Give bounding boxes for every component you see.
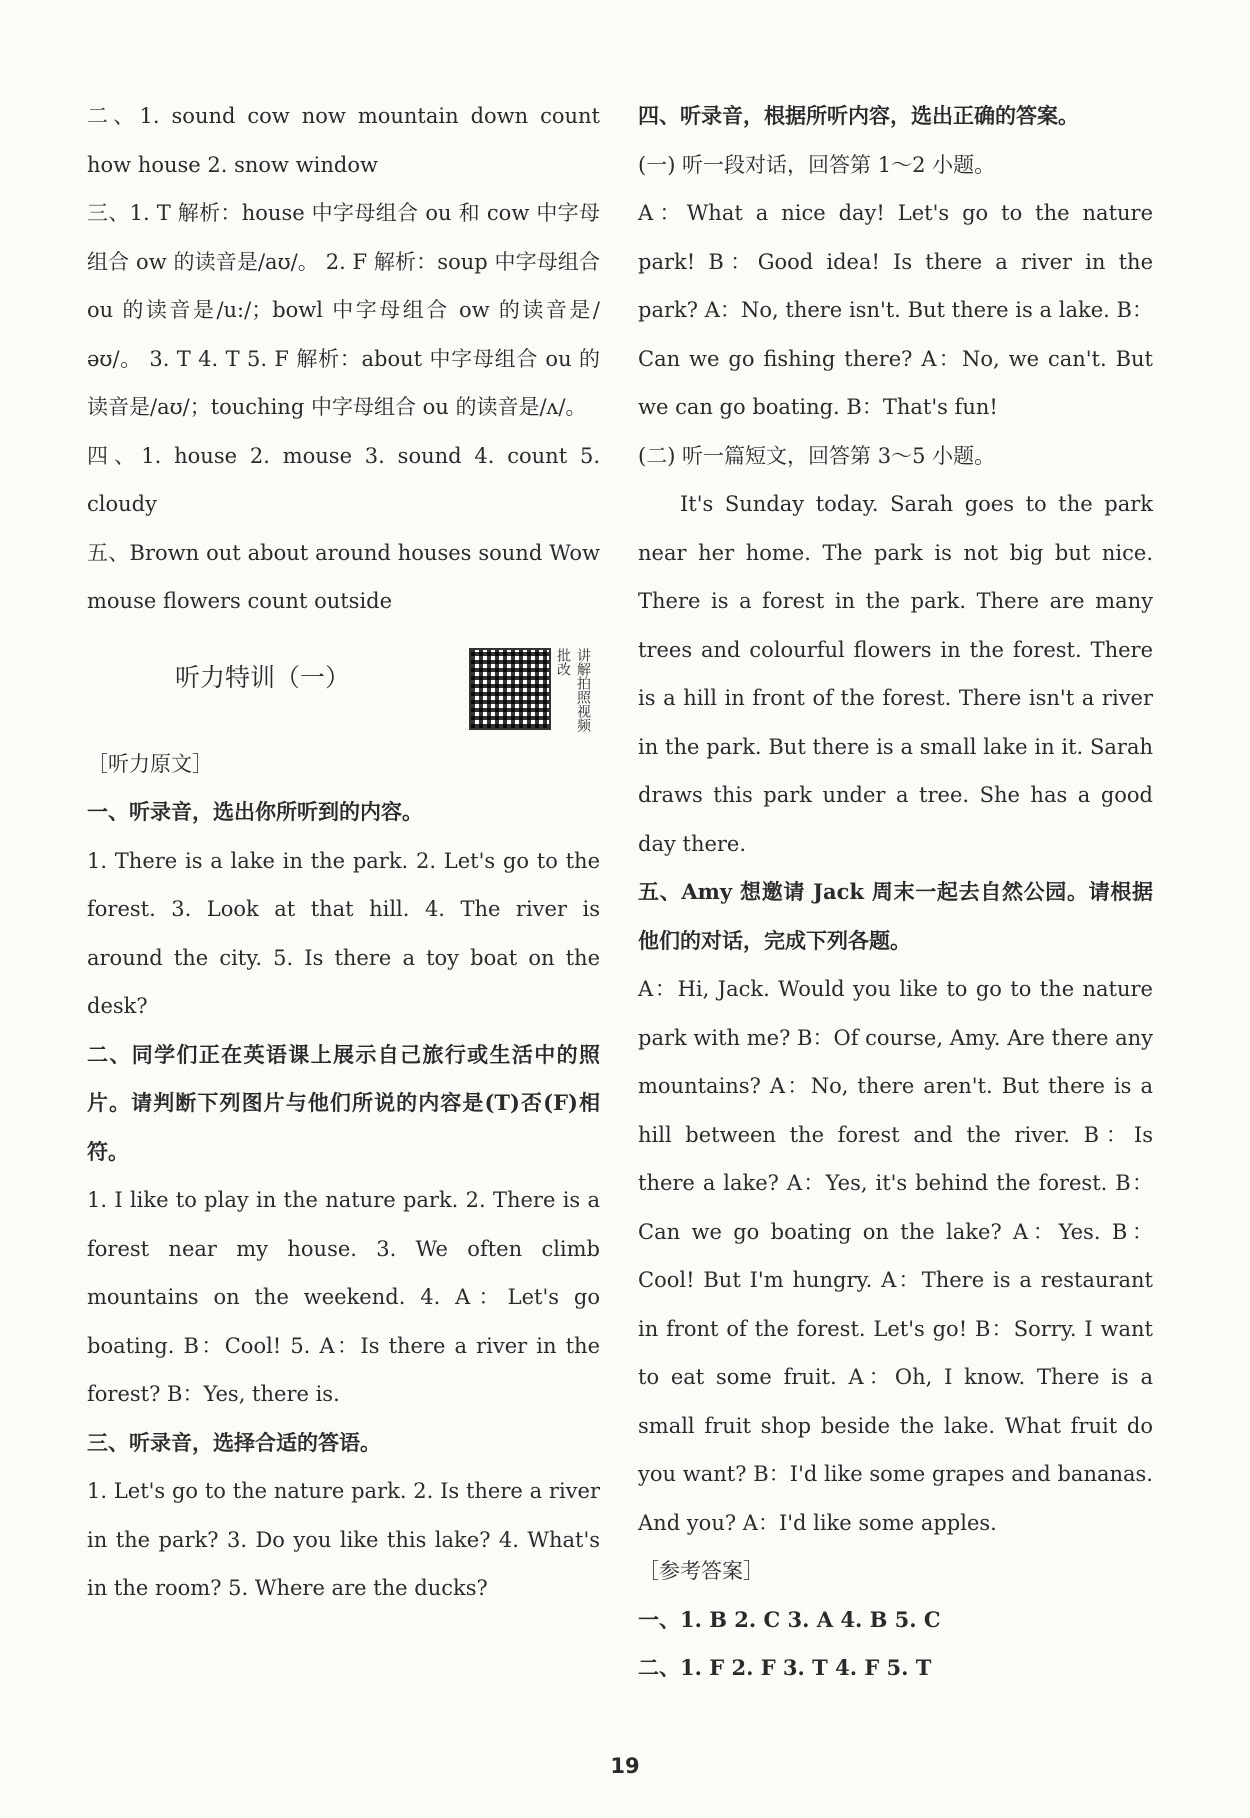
answer-label: ［参考答案］ [638,1559,764,1583]
section-one-title: 一、听录音，选出你所听到的内容。 [87,799,423,824]
section-four-sub1: (一) 听一段对话，回答第 1～2 小题。 [638,152,996,177]
answer-line-one: 一、1. B 2. C 3. A 4. B 5. C [638,1606,941,1632]
answer-line-two: 二、1. F 2. F 3. T 4. F 5. T [638,1655,932,1680]
section-four-passage: It's Sunday today. Sarah goes to the park near her home. The park is not big but nice. There is a forest in the park. There are many trees and colourful flowers in the forest. There is a hill in front of the forest. There isn't a river in the park. But there is a small lake in it. Sarah draws this park under a tree. She has a good day there. [638,492,1153,856]
section-two-body: 1. I like to play in the nature park. 2. There is a forest near my house. 3. We often climb mountains on the weekend. 4. A：Let's go boating. B：Cool! 5. A：Is there a river in the forest? B：Yes, there is. [87,1188,600,1406]
section-three-body: 1. Let's go to the nature park. 2. Is there a river in the park? 3. Do you like this lake? 4. What's in the room? 5. Where are the ducks? [87,1479,600,1600]
section-two-title: 二、同学们正在英语课上展示自己旅行或生活中的照片。请判断下列图片与他们所说的内容是(T)否(F)相符。 [87,1041,600,1164]
section-four-sub2: (二) 听一篇短文，回答第 3～5 小题。 [638,443,996,468]
section-one-body: 1. There is a lake in the park. 2. Let's go to the forest. 3. Look at that hill. 4. The river is around the city. 5. Is there a toy boat on the desk? [87,848,600,1018]
answer-five: 五、Brown out about around houses sound Wow mouse flowers count outside [87,540,600,613]
qr-code-icon [469,648,551,730]
section-five-title: 五、Amy 想邀请 Jack 周末一起去自然公园。请根据他们的对话，完成下列各题。 [638,879,1153,953]
section-four-title: 四、听录音，根据所听内容，选出正确的答案。 [638,103,1079,128]
qr-note: 讲解拍照视频批改 [555,647,591,732]
section-three-title: 三、听录音，选择合适的答语。 [87,1429,381,1455]
page-number: 19 [610,1754,640,1778]
transcript-label: ［听力原文］ [87,751,213,776]
right-column [638,92,1153,1693]
left-column [87,92,600,1613]
answer-two: 二、1. sound cow now mountain down count how house 2. snow window [87,104,600,177]
section-five-dialog: A：Hi, Jack. Would you like to go to the nature park with me? B：Of course, Amy. Are there any mountains? A：No, there aren't. But there is a hill between the forest and the river. B：Is there a lake? A：Yes, it's behind the forest. B：Can we go boating on the lake? A：Yes. B：Cool! But I'm hungry. A：There is a restaurant in front of the forest. Let's go! B：Sorry. I want to eat some fruit. A：Oh, I know. There is a small fruit shop beside the lake. What fruit do you want? B：I'd like some grapes and bananas. And you? A：I'd like some apples. [638,977,1153,1535]
answer-three: 三、1. T 解析：house 中字母组合 ou 和 cow 中字母组合 ow 的读音是/aʊ/。 2. F 解析：soup 中字母组合 ou 的读音是/u:/；bowl 中字母组合 ow 的读音是/əʊ/。 3. T 4. T 5. F 解析：about 中字母组合 ou 的读音是/aʊ/；touching 中字母组合 ou 的读音是/ʌ/。 [87,201,600,419]
answer-four: 四、1. house 2. mouse 3. sound 4. count 5. cloudy [87,443,600,516]
section-header [87,636,600,740]
section-four-dialog: A：What a nice day! Let's go to the nature park! B：Good idea! Is there a river in the park? A：No, there isn't. But there is a lake. B：Can we go fishing there? A：No, we can't. But we can go boating. B：That's fun! [638,201,1153,419]
section-title: 听力特训（一） [175,662,351,692]
